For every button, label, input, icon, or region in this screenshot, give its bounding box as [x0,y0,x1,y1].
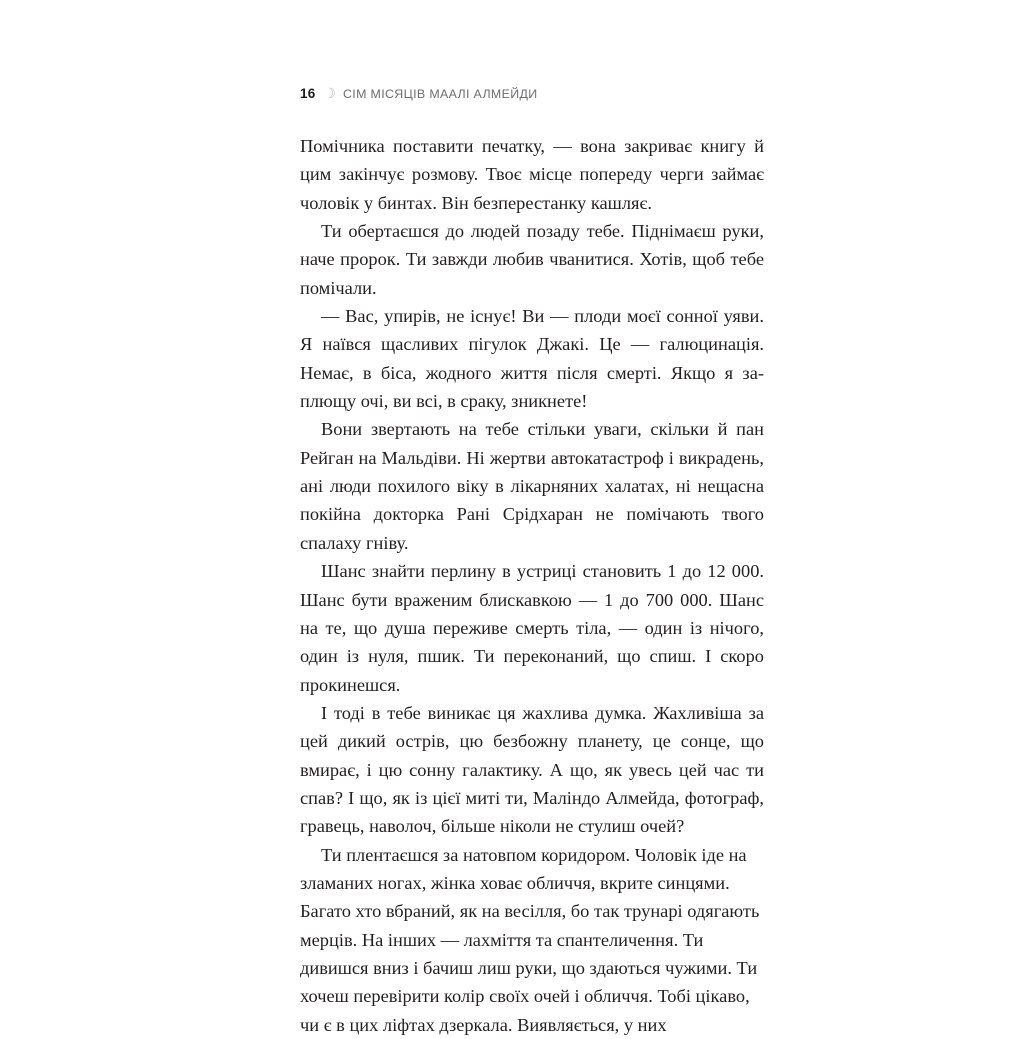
body-text-block [300,132,764,1039]
paragraph: Ти обертаєшся до людей позаду тебе. Піднімаєш руки, наче пророк. Ти завжди любив чванитися. Хотів, щоб тебе помічали. [300,221,764,298]
paragraph: — Вас, упирів, не існує! Ви — плоди моєї сонної уяви. Я наївся щасливих пігулок Джакі. Це — галюцинація. Немає, в біса, жодного життя після смерті. Якщо я заплющу очі, ви всі, в сраку, зникнете! [300,306,764,412]
paragraph: Помічника поставити печатку, — вона закриває книгу й цим закінчує розмову. Твоє місце попереду черги займає чоловік у бинтах. Він безперестанку кашляє. [300,136,764,213]
page-number: 16 [300,86,316,101]
paragraph: Вони звертають на тебе стільки уваги, скільки й пан Рейган на Мальдіви. Ні жертви автокатастроф і викрадень, ані люди похилого віку в лікарняних халатах, ні нещасна покійна докторка Рані Срідхаран не помічають твого спалаху гніву. [300,419,764,553]
paragraph: І тоді в тебе виникає ця жахлива думка. Жахливіша за цей дикий острів, цю безбожну планету, це сонце, що вмирає, і цю сонну галактику. А що, як увесь цей час ти спав? І що, як із цієї миті ти, Маліндо Алмейда, фотограф, гравець, наволоч, більше ніколи не стулиш очей? [300,702,764,837]
crescent-moon-icon: ☽ [323,87,336,102]
paragraph: Шанс знайти перлину в устриці становить 1 до 12 000. Шанс бути враженим блискавкою — 1 до 700 000. Шанс на те, що душа переживе смерть тіла, — один із нічого, один із нуля, пшик. Ти переконаний, що спиш. І скоро прокинешся. [300,561,764,695]
running-head-title: СІМ МІСЯЦІВ МААЛІ АЛМЕЙДИ [342,87,538,101]
paragraph: Ти плентаєшся за натовпом коридором. Чоловік іде на зламаних ногах, жінка ховає обличчя, вкрите синцями. Багато хто вбраний, як на весілля, бо так трунарі одягають мерців. На інших — лахміття та спантеличення. Ти дивишся вниз і бачиш лиш руки, що здаються чужими. Ти хочеш перевірити колір своїх очей і обличчя. Тобі цікаво, чи є в цих ліфтах дзеркала. Виявляється, у них [300,844,760,1035]
running-head [300,86,537,102]
